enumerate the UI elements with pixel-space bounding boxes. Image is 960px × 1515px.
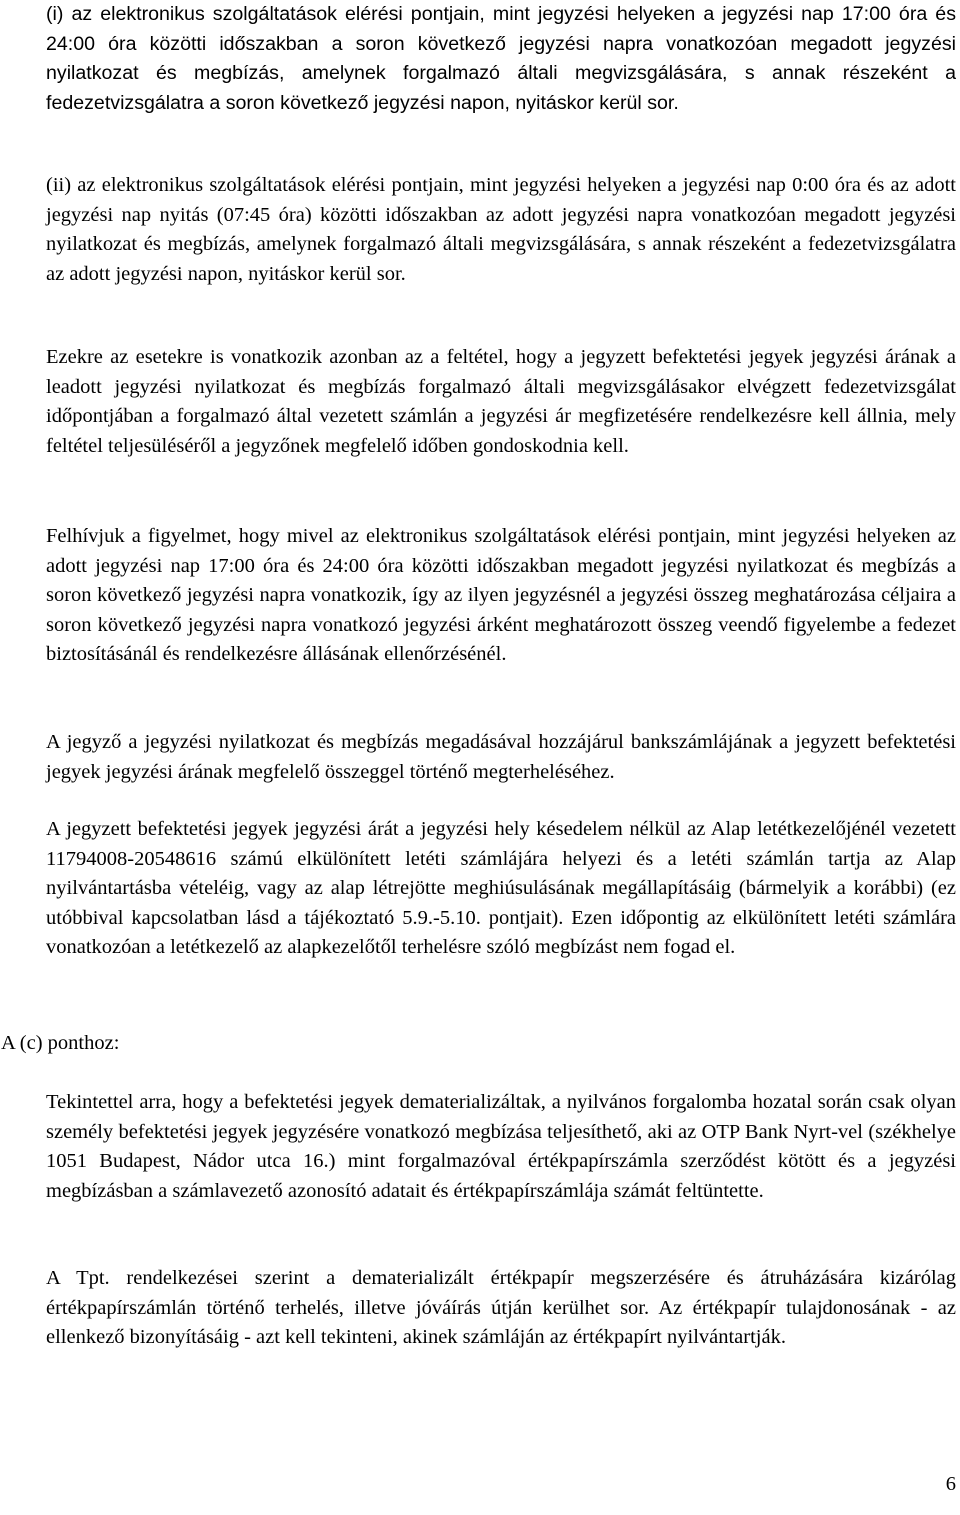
paragraph-condition: Ezekre az esetekre is vonatkozik azonban az a feltétel, hogy a jegyzett befektetési jegyek jegyzési árának a leadott jegyzési nyilatkozat és megbízás forgalmazó általi megvizsgálásakor elvégzett fedezetvizsgálat időpontjában a forgalmazó által vezetett számlán a jegyzési ár megfizetésére rendelkezésre kell állnia, mely feltétel teljesüléséről a jegyzőnek megfelelő időben gondoskodnia kell. — [46, 346, 956, 457]
paragraph-tpt-rules: A Tpt. rendelkezései szerint a dematerializált értékpapír megszerzésére és átruházására kizárólag értékpapírszámlán történő terhelés, illetve jóváírás útján kerülhet sor. Az értékpapír tulajdonosának - az ellenkező bizonyításáig - azt kell tekinteni, akinek számláján az értékpapírt nyilvántartják. — [46, 1267, 956, 1349]
page-number: 6 — [945, 1473, 956, 1495]
paragraph-i: (i) az elektronikus szolgáltatások elérési pontjain, mint jegyzési helyeken a jegyzési nap 17:00 óra és 24:00 óra közötti időszakban a soron következő jegyzési napra vonatkozóan megadott jegyzési nyilatkozat és megbízás, amelynek forgalmazó általi megvizsgálására, s annak részeként a fedezetvizsgálatra a soron következő jegyzési napon, nyitáskor kerül sor. — [46, 3, 956, 114]
paragraph-notice: Felhívjuk a figyelmet, hogy mivel az elektronikus szolgáltatások elérési pontjain, mint jegyzési helyeken az adott jegyzési nap 17:00 óra és 24:00 óra közötti időszakban megadott jegyzési nyilatkozat és megbízás a soron következő jegyzési napra vonatkozik, így az ilyen jegyzésnél a jegyzési összeg meghatározása céljaira a soron következő jegyzési napra vonatkozó jegyzési árként meghatározott összeg veendő figyelembe a fedezet biztosításánál és rendelkezésre állásának ellenőrzésénél. — [46, 525, 956, 666]
section-heading: A (c) ponthoz: — [1, 1032, 120, 1054]
paragraph-consent: A jegyző a jegyzési nyilatkozat és megbízás megadásával hozzájárul bankszámlájának a jegyzett befektetési jegyek jegyzési árának megfelelő összeggel történő megterheléséhez. — [46, 731, 956, 783]
paragraph-escrow-account: A jegyzett befektetési jegyek jegyzési árát a jegyzési hely késedelem nélkül az Alap letétkezelőjénél vezetett 11794008-20548616 számú elkülönített letéti számlájára helyezi és a letéti számlán tartja az Alap nyilvántartásba vételéig, vagy az alap létrejötte meghiúsulásának megállapításáig (bármelyik a korábbi) (ez utóbbival kapcsolatban lásd a tájékoztató 5.9.-5.10. pontjait). Ezen időpontig az elkülönített letéti számlára vonatkozóan a letétkezelő az alapkezelőtől terhelésre szóló megbízást nem fogad el. — [46, 818, 956, 959]
paragraph-dematerialized: Tekintettel arra, hogy a befektetési jegyek dematerializáltak, a nyilvános forgalomba hozatal során csak olyan személy befektetési jegyek jegyzésére vonatkozó megbízása teljesíthető, aki az OTP Bank Nyrt-vel (székhelye 1051 Budapest, Nádor utca 16.) mint forgalmazóval értékpapírszámla szerződést kötött és a jegyzési megbízásban a számlavezető azonosító adatait és értékpapírszámlája számát feltüntette. — [46, 1091, 956, 1202]
paragraph-ii: (ii) az elektronikus szolgáltatások elérési pontjain, mint jegyzési helyeken a jegyzési nap 0:00 óra és az adott jegyzési nap nyitás (07:45 óra) közötti időszakban az adott jegyzési napra vonatkozóan megadott jegyzési nyilatkozat és megbízás, amelynek forgalmazó általi megvizsgálására, s annak részeként a fedezetvizsgálatra az adott jegyzési napon, nyitáskor kerül sor. — [46, 174, 956, 285]
